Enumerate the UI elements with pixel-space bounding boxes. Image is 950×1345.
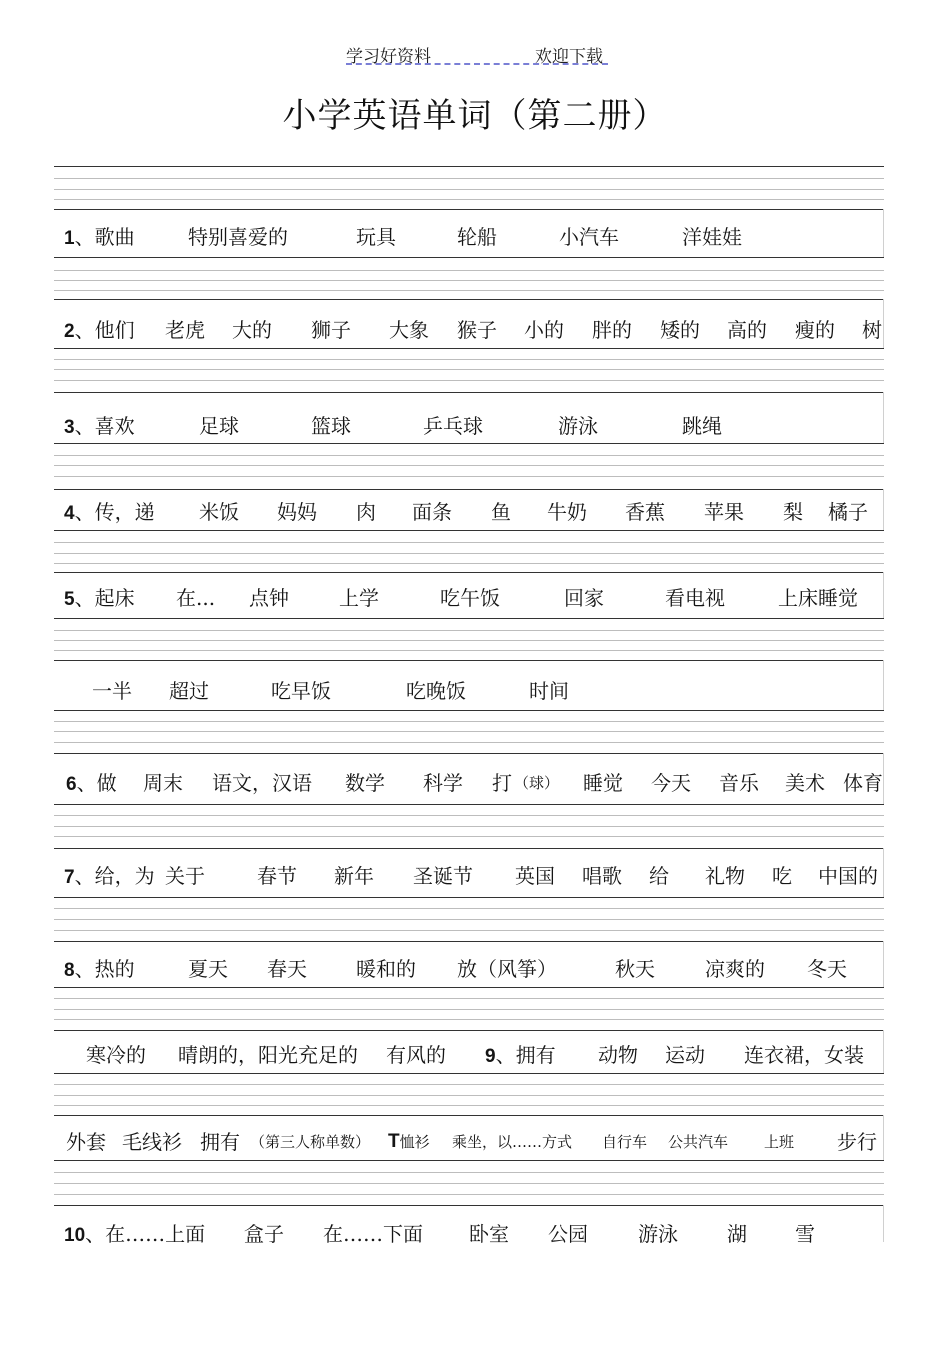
guide-line [54, 1105, 884, 1106]
word-text: 新年 [334, 864, 374, 888]
word-text: 玩具 [356, 225, 396, 249]
vocab-word [249, 583, 289, 613]
vocab-word [828, 497, 868, 527]
guide-line [54, 455, 884, 456]
guide-line [54, 563, 884, 564]
vocab-word [602, 1127, 647, 1157]
vocab-row [0, 583, 950, 613]
vocab-word [529, 676, 569, 706]
word-text: 吃早饭 [271, 679, 331, 703]
vocab-row [0, 222, 950, 252]
ruled-line [54, 489, 884, 490]
ruled-line [54, 618, 884, 619]
vocab-word [271, 676, 331, 706]
guide-line [54, 930, 884, 931]
ruled-line [54, 941, 884, 942]
guide-line [54, 280, 884, 281]
vocab-word [64, 954, 135, 986]
vocab-word [818, 861, 878, 891]
guide-line [54, 553, 884, 554]
ruled-line [54, 848, 884, 849]
vocab-word [625, 497, 665, 527]
word-text: 晴朗的，阳光充足的 [178, 1043, 358, 1067]
vocab-word [862, 315, 882, 345]
vocab-word [592, 315, 632, 345]
word-text: 毛线衫 [122, 1130, 182, 1154]
word-text: 妈妈 [277, 500, 317, 524]
word-text: 给 [649, 864, 669, 888]
word-text: 在... [176, 586, 216, 610]
vocab-word [386, 1040, 446, 1070]
item-number: 8 [64, 960, 75, 981]
word-text: 老虎 [165, 318, 205, 342]
word-text: 卧室 [469, 1222, 509, 1246]
word-text: 连衣裙，女装 [744, 1043, 864, 1067]
vocab-word [485, 1040, 556, 1072]
vocab-word [665, 1040, 705, 1070]
page-title: 小学英语单词（第二册） [282, 96, 668, 136]
guide-line [54, 369, 884, 370]
vocab-word [64, 222, 135, 254]
word-text: 公园 [548, 1222, 588, 1246]
vocab-word [440, 583, 500, 613]
vocab-word [389, 315, 429, 345]
vocab-word [267, 954, 307, 984]
vocab-word [188, 954, 228, 984]
vocab-word [651, 768, 691, 798]
vocab-word [744, 1040, 864, 1070]
vocab-word [200, 1127, 240, 1157]
word-text: 、拥有 [495, 1043, 556, 1067]
ruled-line [54, 299, 884, 300]
vocab-word [257, 861, 297, 891]
vocab-word [457, 222, 497, 252]
vocab-word [547, 497, 587, 527]
item-number: 1 [64, 228, 75, 249]
word-text: 圣诞节 [413, 864, 473, 888]
guide-line [54, 542, 884, 543]
word-text: 、起床 [74, 586, 135, 610]
word-text: 关于 [165, 864, 205, 888]
guide-line [54, 178, 884, 179]
word-text: 、歌曲 [74, 225, 135, 249]
word-text: 洋娃娃 [682, 225, 742, 249]
vocab-word [356, 497, 376, 527]
word-text: 鱼 [491, 500, 511, 524]
item-number: 6 [66, 774, 77, 795]
guide-line [54, 465, 884, 466]
word-text: 面条 [412, 500, 452, 524]
word-text: 春天 [267, 957, 307, 981]
vocab-word [582, 861, 622, 891]
vocab-word [232, 315, 272, 345]
vocab-word [323, 1219, 423, 1249]
vocab-word [339, 583, 379, 613]
header-right-text: 欢迎下载 [535, 47, 603, 67]
vocab-word [64, 1219, 205, 1251]
vocab-word [92, 676, 132, 706]
word-text: 肉 [356, 500, 376, 524]
vocab-word [727, 1219, 747, 1249]
vocab-word [843, 768, 883, 798]
word-text: 运动 [665, 1043, 705, 1067]
vocab-word [705, 954, 765, 984]
vocab-row [0, 411, 950, 441]
guide-line [54, 908, 884, 909]
guide-line [54, 836, 884, 837]
vocab-word [705, 861, 745, 891]
vocab-word [638, 1219, 678, 1249]
vocab-word [64, 861, 155, 893]
word-text: 睡觉 [583, 771, 623, 795]
word-text: 牛奶 [547, 500, 587, 524]
guide-line [54, 270, 884, 271]
vocab-word [244, 1219, 284, 1249]
word-text: 梨 [783, 500, 803, 524]
vocab-word [165, 315, 205, 345]
word-text: 、喜欢 [74, 414, 135, 438]
guide-line [54, 1084, 884, 1085]
vocab-word [682, 222, 742, 252]
word-text: 橘子 [828, 500, 868, 524]
vocab-word [178, 1040, 358, 1070]
word-text: 体育 [843, 771, 883, 795]
vocab-word [356, 954, 416, 984]
vocab-word [665, 583, 725, 613]
vocab-word [412, 497, 452, 527]
word-text: 恤衫 [399, 1133, 430, 1151]
word-text: 足球 [199, 414, 239, 438]
item-number: 2 [64, 321, 75, 342]
vocab-word [64, 315, 135, 347]
ruled-line [54, 897, 884, 898]
vocab-word [704, 497, 744, 527]
vocab-word [356, 222, 396, 252]
header-left-text: 学习好资料 [346, 47, 431, 67]
word-text: 周末 [143, 771, 183, 795]
word-text: 数学 [345, 771, 385, 795]
word-text: 雪 [795, 1222, 815, 1246]
word-text: 上学 [339, 586, 379, 610]
vocab-word [559, 222, 619, 252]
word-text: 在……下面 [323, 1222, 423, 1246]
guide-line [54, 640, 884, 641]
vocab-row [0, 954, 950, 984]
vocab-word [122, 1127, 182, 1157]
vocab-word [250, 1127, 370, 1157]
word-text: 游泳 [638, 1222, 678, 1246]
vocab-word [169, 676, 209, 706]
vocab-word [785, 768, 825, 798]
item-number: 5 [64, 589, 75, 610]
vocab-row [0, 676, 950, 706]
word-text: 放（风筝） [457, 957, 557, 981]
word-text: 礼物 [705, 864, 745, 888]
vocab-row [0, 768, 950, 798]
guide-line [54, 380, 884, 381]
ruled-line [54, 753, 884, 754]
vocab-word [837, 1127, 877, 1157]
word-text: 夏天 [188, 957, 228, 981]
word-text: 外套 [66, 1130, 106, 1154]
vocab-word [719, 768, 759, 798]
vocab-word [524, 315, 564, 345]
vocab-word [66, 1127, 106, 1157]
ruled-line [54, 1205, 884, 1206]
word-text: 矮的 [660, 318, 700, 342]
guide-line [54, 1009, 884, 1010]
word-text: 有风的 [386, 1043, 446, 1067]
vocab-row [0, 1040, 950, 1070]
guide-line [54, 742, 884, 743]
word-text: 盒子 [244, 1222, 284, 1246]
word-text: 音乐 [719, 771, 759, 795]
vocab-row [0, 1219, 950, 1249]
vocab-word [807, 954, 847, 984]
word-text: 特别喜爱的 [188, 225, 288, 249]
vocab-word [457, 954, 557, 984]
vocab-word [764, 1127, 794, 1157]
item-number: 7 [64, 867, 75, 888]
ruled-line [54, 530, 884, 531]
word-text: 公共汽车 [668, 1133, 729, 1151]
ruled-line [54, 572, 884, 573]
vocab-word [212, 768, 312, 798]
vocab-word [457, 315, 497, 345]
vocab-word [86, 1040, 146, 1070]
vocab-word [452, 1127, 572, 1157]
word-text: 步行 [837, 1130, 877, 1154]
word-text: 香蕉 [625, 500, 665, 524]
vocab-word [492, 768, 512, 798]
ruled-line [54, 987, 884, 988]
vocab-word [682, 411, 722, 441]
vocab-word [795, 1219, 815, 1249]
vocab-word [649, 861, 669, 891]
word-text: 游泳 [558, 414, 598, 438]
item-number: 10 [64, 1225, 86, 1246]
vocab-word [423, 768, 463, 798]
vocab-word [598, 1040, 638, 1070]
vocab-word [188, 222, 288, 252]
word-text: 米饭 [199, 500, 239, 524]
vocab-word [660, 315, 700, 345]
word-text: 跳绳 [682, 414, 722, 438]
word-text: 、热的 [74, 957, 135, 981]
guide-line [54, 199, 884, 200]
word-text: 、给，为 [74, 864, 155, 888]
vocab-word [772, 861, 792, 891]
word-text: 高的 [727, 318, 767, 342]
word-text: 瘦的 [795, 318, 835, 342]
word-text: 春节 [257, 864, 297, 888]
word-text: 自行车 [602, 1133, 648, 1151]
word-text: 树 [862, 318, 882, 342]
vocab-word [277, 497, 317, 527]
word-text: 大的 [232, 318, 272, 342]
ruled-line [54, 392, 884, 393]
word-text: 动物 [598, 1043, 638, 1067]
word-text: 语文，汉语 [212, 771, 312, 795]
guide-line [54, 290, 884, 291]
vocab-row [0, 315, 950, 345]
word-text: 秋天 [615, 957, 655, 981]
ruled-line [54, 209, 884, 210]
word-text: 回家 [564, 586, 604, 610]
guide-line [54, 650, 884, 651]
vocab-word [469, 1219, 509, 1249]
word-text: 狮子 [311, 318, 351, 342]
vocab-word [558, 411, 598, 441]
word-text: （球） [514, 774, 560, 792]
word-text: 吃晚饭 [406, 679, 466, 703]
word-text: 唱歌 [582, 864, 622, 888]
item-number: T [388, 1131, 400, 1152]
word-text: 胖的 [592, 318, 632, 342]
vocab-word [564, 583, 604, 613]
word-text: 、在……上面 [85, 1222, 206, 1246]
guide-line [54, 731, 884, 732]
vocab-word [176, 583, 215, 613]
word-text: 上床睡觉 [778, 586, 858, 610]
ruled-line [54, 710, 884, 711]
word-text: 、传，递 [74, 500, 155, 524]
vocab-word [345, 768, 385, 798]
ruled-line [54, 257, 884, 258]
guide-line [54, 1095, 884, 1096]
guide-line [54, 721, 884, 722]
word-text: 篮球 [311, 414, 351, 438]
word-text: 凉爽的 [705, 957, 765, 981]
ruled-line [54, 660, 884, 661]
word-text: 乘坐，以……方式 [452, 1133, 573, 1151]
ruled-line [54, 166, 884, 167]
guide-line [54, 1194, 884, 1195]
vocab-word [388, 1127, 430, 1157]
word-text: 一半 [92, 679, 132, 703]
word-text: 打 [492, 771, 512, 795]
guide-line [54, 476, 884, 477]
header-divider [346, 63, 608, 65]
guide-line [54, 826, 884, 827]
word-text: 吃 [772, 864, 792, 888]
vocab-word [548, 1219, 588, 1249]
word-text: 乒乓球 [423, 414, 483, 438]
word-text: 、他们 [74, 318, 135, 342]
word-text: 科学 [423, 771, 463, 795]
word-text: 今天 [651, 771, 691, 795]
word-text: 时间 [529, 679, 569, 703]
vocab-word [413, 861, 473, 891]
word-text: 吃午饭 [440, 586, 500, 610]
vocab-word [64, 411, 135, 443]
guide-line [54, 1019, 884, 1020]
vocab-word [64, 497, 155, 529]
word-text: 拥有 [200, 1130, 240, 1154]
word-text: 苹果 [704, 500, 744, 524]
vocab-word [795, 315, 835, 345]
item-number: 4 [64, 503, 75, 524]
vocab-word [668, 1127, 728, 1157]
word-text: 点钟 [249, 586, 289, 610]
word-text: 小汽车 [559, 225, 619, 249]
ruled-line [54, 1073, 884, 1074]
vocab-word [311, 411, 351, 441]
word-text: 轮船 [457, 225, 497, 249]
vocab-word [423, 411, 483, 441]
word-text: 冬天 [807, 957, 847, 981]
vocab-word [165, 861, 205, 891]
ruled-line [54, 1030, 884, 1031]
guide-line [54, 630, 884, 631]
word-text: 暖和的 [356, 957, 416, 981]
word-text: 猴子 [457, 318, 497, 342]
vocab-row [0, 861, 950, 891]
vocab-word [491, 497, 511, 527]
guide-line [54, 189, 884, 190]
vocab-word [64, 583, 135, 615]
item-number: 3 [64, 417, 75, 438]
word-text: 寒冷的 [86, 1043, 146, 1067]
word-text: 超过 [169, 679, 209, 703]
word-text: 大象 [389, 318, 429, 342]
word-text: 小的 [524, 318, 564, 342]
ruled-line [54, 1160, 884, 1161]
vocab-word [311, 315, 351, 345]
word-text: 看电视 [665, 586, 725, 610]
vocab-word [334, 861, 374, 891]
guide-line [54, 1183, 884, 1184]
vocab-word [66, 768, 117, 800]
ruled-line [54, 1115, 884, 1116]
vocab-word [199, 497, 239, 527]
ruled-line [54, 348, 884, 349]
vocab-row [0, 497, 950, 527]
word-text: 湖 [727, 1222, 747, 1246]
vocab-word [143, 768, 183, 798]
guide-line [54, 998, 884, 999]
vocab-word [514, 768, 559, 798]
vocab-word [615, 954, 655, 984]
vocab-word [199, 411, 239, 441]
guide-line [54, 359, 884, 360]
vocab-word [778, 583, 858, 613]
word-text: 中国的 [818, 864, 878, 888]
ruled-line [54, 804, 884, 805]
guide-line [54, 815, 884, 816]
vocab-row [0, 1127, 950, 1157]
word-text: 英国 [515, 864, 555, 888]
ruled-line [54, 443, 884, 444]
word-text: （第三人称单数） [250, 1133, 371, 1151]
vocab-word [406, 676, 466, 706]
vocab-word [515, 861, 555, 891]
word-text: 上班 [764, 1133, 795, 1151]
guide-line [54, 919, 884, 920]
item-number: 9 [485, 1046, 496, 1067]
vocab-word [583, 768, 623, 798]
vocab-word [783, 497, 803, 527]
vocab-word [727, 315, 767, 345]
word-text: 美术 [785, 771, 825, 795]
word-text: 、做 [76, 771, 117, 795]
guide-line [54, 1172, 884, 1173]
